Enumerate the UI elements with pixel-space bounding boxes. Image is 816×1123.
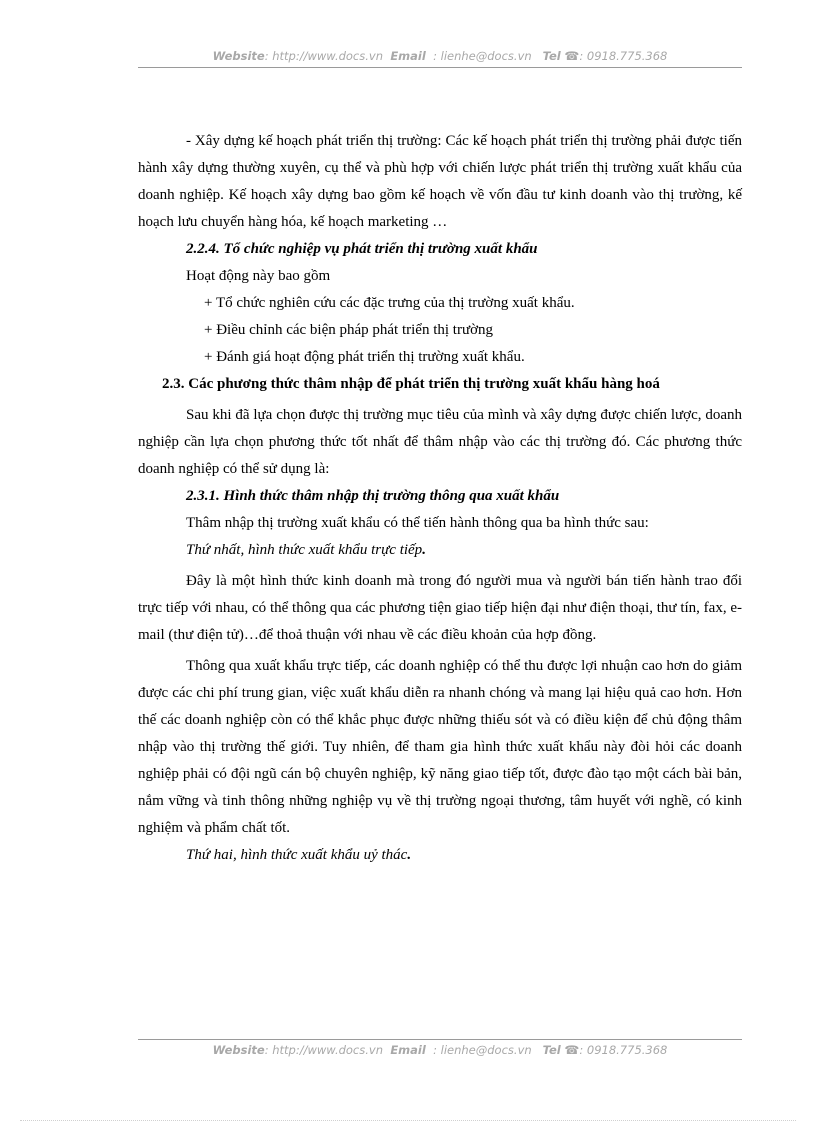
page-bottom-edge: [20, 1120, 796, 1121]
footer-tel-value: : 0918.775.368: [579, 1043, 668, 1057]
paragraph-activity-intro: Hoạt động này bao gồm: [186, 268, 331, 284]
paragraph-direct-export-benefits: Thông qua xuất khẩu trực tiếp, các doanh nghiệp có thể thu được lợi nhuận cao hơn do giảm được các chi phí trung gian, việc xuất khẩu diễn ra nhanh chóng và mang lại hiệu quả cao hơn. Hơn thế các doanh nghiệp còn có thể khắc phục được những thiếu sót và có điều kiện để chủ động thâm nhập vào thị trường thế giới. Tuy nhiên, để tham gia hình thức xuất khẩu này đòi hỏi các doanh nghiệp phải có đội ngũ cán bộ chuyên nghiệp, kỹ năng giao tiếp tốt, được đào tạo một cách bài bản, nắm vững và tinh thông những nghiệp vụ về thị trường ngoại thương, tâm huyết với nghề, có kinh nghiệm và phẩm chất tốt.: [138, 658, 742, 836]
phone-icon: ☎: [564, 49, 580, 63]
subheading-direct-export: [138, 537, 742, 564]
header-website-label: Website: [212, 49, 265, 63]
paragraph-direct-export-definition: Đây là một hình thức kinh doanh mà trong đó người mua và người bán tiến hành trao đổi trực tiếp với nhau, có thể thông qua các phương tiện giao tiếp hiện đại như điện thoại, thư tín, fax, e-mail (thư điện tử)…để thoả thuận với nhau về các điều khoản của hợp đồng.: [138, 573, 742, 643]
list-item: + Đánh giá hoạt động phát triển thị trường xuất khẩu.: [204, 349, 525, 365]
page-content: [138, 128, 742, 869]
phone-icon: ☎: [564, 1043, 580, 1057]
footer-email-label: Email: [390, 1043, 426, 1057]
subheading-entrusted-export-dot: .: [407, 847, 412, 863]
header-website-url[interactable]: : http://www.docs.vn: [264, 49, 383, 63]
footer-divider: [138, 1039, 742, 1040]
page-header: [138, 48, 742, 64]
heading-2-2-4: 2.2.4. Tổ chức nghiệp vụ phát triển thị trường xuất khẩu: [186, 241, 538, 257]
paragraph-market-plan: - Xây dựng kế hoạch phát triển thị trường: Các kế hoạch phát triển thị trường phải được tiến hành xây dựng thường xuyên, cụ thể và phù hợp với chiến lược phát triển thị trường xuất khẩu của doanh nghiệp. Kế hoạch xây dựng bao gồm kế hoạch về vốn đầu tư kinh doanh vào thị trường, kế hoạch lưu chuyển hàng hóa, kế hoạch marketing …: [138, 133, 742, 230]
list-item: + Điều chỉnh các biện pháp phát triển thị trường: [204, 322, 494, 338]
page-footer: [138, 1042, 742, 1058]
paragraph-three-forms: Thâm nhập thị trường xuất khẩu có thể tiến hành thông qua ba hình thức sau:: [186, 515, 649, 531]
subheading-entrusted-export: [138, 842, 742, 869]
heading-2-3: 2.3. Các phương thức thâm nhập để phát triển thị trường xuất khẩu hàng hoá: [162, 376, 660, 392]
header-tel-value: : 0918.775.368: [579, 49, 668, 63]
footer-website-url[interactable]: : http://www.docs.vn: [264, 1043, 383, 1057]
paragraph-entry-methods: Sau khi đã lựa chọn được thị trường mục tiêu của mình và xây dựng được chiến lược, doanh nghiệp cần lựa chọn phương thức tốt nhất để thâm nhập vào các thị trường đó. Các phương thức doanh nghiệp có thể sử dụng là:: [138, 407, 742, 477]
footer-tel-label: Tel: [542, 1043, 561, 1057]
footer-website-label: Website: [212, 1043, 265, 1057]
list-item: + Tổ chức nghiên cứu các đặc trưng của thị trường xuất khẩu.: [204, 295, 575, 311]
header-tel-label: Tel: [542, 49, 561, 63]
footer-email-value[interactable]: : lienhe@docs.vn: [433, 1043, 532, 1057]
header-email-value[interactable]: : lienhe@docs.vn: [433, 49, 532, 63]
header-divider: [138, 67, 742, 68]
heading-2-3-1: 2.3.1. Hình thức thâm nhập thị trường thông qua xuất khẩu: [186, 488, 560, 504]
subheading-direct-export-text: Thứ nhất, hình thức xuất khẩu trực tiếp: [186, 542, 423, 558]
header-email-label: Email: [390, 49, 426, 63]
subheading-entrusted-export-text: Thứ hai, hình thức xuất khẩu uỷ thác: [186, 847, 408, 863]
subheading-direct-export-dot: .: [422, 542, 426, 558]
